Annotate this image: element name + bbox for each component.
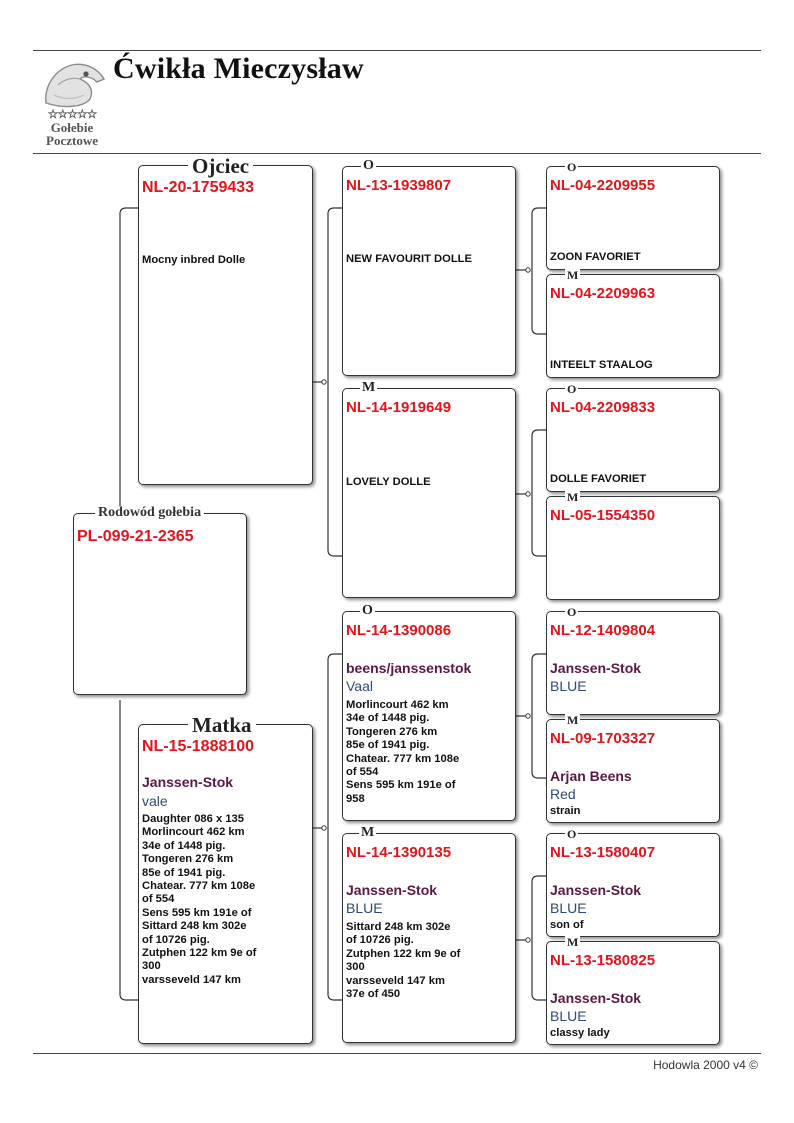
ggp-fmm-card (546, 496, 720, 600)
mother-card (138, 724, 313, 1044)
subject-label: Rodowód gołebia (95, 506, 204, 520)
subject-card (73, 513, 247, 695)
gp-mm-ring: NL-14-1390135 (346, 844, 452, 861)
ggp-fff-note: ZOON FAVORIET (550, 251, 641, 263)
father-card (138, 165, 313, 485)
gp-father-father-card (342, 166, 516, 376)
ggp-mff-strain: Janssen-Stok (550, 660, 642, 676)
father-ring: NL-20-1759433 (142, 179, 255, 196)
mother-label: Matka (188, 715, 256, 736)
ggp-mfm-label: M (567, 713, 579, 727)
gp-fm-label: M (362, 380, 376, 395)
gp-father-mother-card (342, 388, 516, 598)
gp-mm-notes: Sittard 248 km 302e of 10726 pig. Zutphen 122 km 9e of 300 varsseveld 147 km 37e of 450 (346, 921, 461, 1001)
ggp-mff-card (546, 611, 720, 715)
ggp-fff-label: O (567, 160, 577, 174)
gp-ff-label: O (363, 158, 374, 173)
ggp-fff-card (546, 166, 720, 270)
mother-ring: NL-15-1888100 (142, 738, 255, 755)
logo-stars: ☆☆☆☆☆ (47, 107, 97, 121)
logo-line1: Gołebie (50, 120, 94, 135)
ggp-fmf-note: DOLLE FAVORIET (550, 473, 647, 485)
gp-mf-colour: Vaal (346, 678, 373, 694)
footer-credit: Hodowla 2000 v4 © (653, 1058, 758, 1072)
ggp-mmm-colour: BLUE (550, 1008, 587, 1024)
ggp-mfm-ring: NL-09-1703327 (550, 730, 656, 747)
gp-ff-ring: NL-13-1939807 (346, 177, 452, 194)
ggp-fmm-ring: NL-05-1554350 (550, 507, 656, 524)
ggp-mmf-note: son of (550, 919, 584, 931)
father-note: Mocny inbred Dolle (142, 254, 246, 266)
logo-line2: Pocztowe (46, 133, 98, 148)
gp-mm-strain: Janssen-Stok (346, 882, 438, 898)
mother-colour: vale (142, 793, 168, 809)
ggp-fmf-card (546, 388, 720, 492)
ggp-mff-ring: NL-12-1409804 (550, 622, 656, 639)
ggp-fmf-ring: NL-04-2209833 (550, 399, 656, 416)
ggp-fmm-label: M (567, 490, 579, 504)
ggp-mfm-colour: Red (550, 786, 576, 802)
gp-mother-father-card (342, 611, 516, 821)
owner-name: Ćwikła Mieczysław (113, 52, 364, 85)
gp-fm-note: LOVELY DOLLE (346, 476, 431, 488)
ggp-mmm-card (546, 941, 720, 1045)
gp-mf-notes: Morlincourt 462 km 34e of 1448 pig. Tongeren 276 km 85e of 1941 pig. Chatear. 777 km 108e of 554 Sens 595 km 191e of 958 (346, 699, 460, 805)
gp-mm-label: M (361, 825, 375, 840)
gp-mf-strain: beens/janssenstok (346, 660, 472, 676)
ggp-mmf-label: O (567, 827, 577, 841)
ggp-mmm-strain: Janssen-Stok (550, 990, 642, 1006)
ggp-mmf-card (546, 833, 720, 937)
ggp-mmf-colour: BLUE (550, 900, 587, 916)
ggp-mfm-strain: Arjan Beens (550, 768, 632, 784)
ggp-ffm-ring: NL-04-2209963 (550, 285, 656, 302)
ggp-mff-label: O (567, 605, 577, 619)
ggp-mfm-note: strain (550, 805, 581, 817)
ggp-ffm-note: INTEELT STAALOG (550, 359, 653, 371)
ggp-fff-ring: NL-04-2209955 (550, 177, 656, 194)
gp-mother-mother-card (342, 833, 516, 1043)
ggp-mff-colour: BLUE (550, 678, 587, 694)
ggp-mmf-ring: NL-13-1580407 (550, 844, 656, 861)
ggp-mmm-ring: NL-13-1580825 (550, 952, 656, 969)
ggp-mfm-card (546, 719, 720, 823)
father-label: Ojciec (188, 156, 253, 177)
ggp-fmf-label: O (567, 382, 577, 396)
gp-fm-ring: NL-14-1919649 (346, 399, 452, 416)
gp-mm-colour: BLUE (346, 900, 383, 916)
ggp-ffm-card (546, 274, 720, 378)
gp-mf-ring: NL-14-1390086 (346, 622, 452, 639)
ggp-ffm-label: M (567, 268, 579, 282)
ggp-mmm-label: M (567, 935, 579, 949)
mother-notes: Daughter 086 x 135 Morlincourt 462 km 34e of 1448 pig. Tongeren 276 km 85e of 1941 pig. Chatear. 777 km 108e of 554 Sens 595 km 191e of Sittard 248 km 302e of 10726 pig. Zutphen 122 km 9e of 300 varsseveld 147 km (142, 813, 257, 986)
gp-mf-label: O (362, 603, 373, 618)
ggp-mmm-note: classy lady (550, 1027, 610, 1039)
gp-ff-note: NEW FAVOURIT DOLLE (346, 253, 472, 265)
subject-ring: PL-099-21-2365 (77, 528, 194, 545)
mother-strain: Janssen-Stok (142, 774, 234, 790)
ggp-mmf-strain: Janssen-Stok (550, 882, 642, 898)
